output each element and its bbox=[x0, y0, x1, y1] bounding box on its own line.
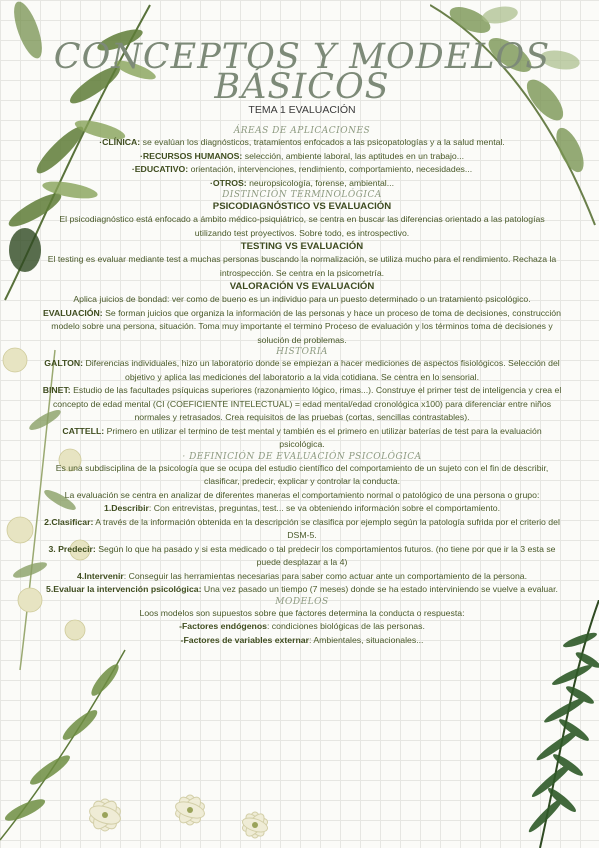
step-item bbox=[42, 543, 562, 570]
pair-title: VALORACIÓN VS EVALUACIÓN bbox=[229, 281, 375, 292]
area-text: se evalúan los diagnósticos, tratamientos enfocados a las psicopatologías y a la salud mental. bbox=[140, 137, 505, 147]
section-heading-terminologia: DISTINCIÓN TERMINOLÓGICA bbox=[222, 190, 382, 200]
area-label: ·EDUCATIVO: bbox=[131, 164, 189, 174]
title-line-2: BÁSICOS bbox=[214, 67, 390, 107]
historia-text: Primero en utilizar el termino de test mental y también es el primero en utilizar baterías de test para la evaluación psicológica. bbox=[104, 425, 542, 449]
area-text: neuropsicología, forense, ambiental... bbox=[246, 177, 394, 188]
historia-text: Diferencias individuales, hizo un laboratorio donde se empiezan a hacer mediciones de aspectos fisiológicos. Selección del objetivo y aplica las mediciones del laboratorio a la vida cotidiana. Se centra en lo sensorial. bbox=[83, 358, 560, 382]
modelos-intro: Loos modelos son supuestos sobre que factores determina la conducta o respuesta: bbox=[139, 607, 465, 618]
step-item bbox=[42, 583, 562, 597]
section-heading-modelos: MODELOS bbox=[275, 596, 329, 607]
step-item bbox=[42, 570, 562, 584]
section-heading-definicion: · DEFINICIÓN DE EVALUACIÓN PSICOLÓGICA bbox=[182, 451, 422, 462]
area-item bbox=[42, 136, 562, 150]
historia-item bbox=[42, 384, 562, 425]
area-label: ·CLÍNICA: bbox=[99, 137, 141, 147]
modelos-text: : Ambientales, situacionales... bbox=[309, 634, 424, 645]
section-heading-areas: ÁREAS DE APLICACIONES bbox=[233, 126, 371, 136]
definicion-intro: Es una subdisciplina de la psicología que se ocupa del estudio científico del comportamiento de un sujeto con el fin de describir, clasificar, predecir, explicar y controlar la conducta. bbox=[55, 462, 549, 486]
area-text: selección, ambiente laboral, las aptitudes en un trabajo... bbox=[242, 150, 464, 161]
modelos-text: : condiciones biológicas de las personas. bbox=[266, 621, 425, 631]
modelos-item bbox=[42, 634, 562, 648]
step-label: 3. Predecir: bbox=[48, 543, 96, 554]
step-item bbox=[42, 502, 562, 516]
step-text: : Conseguir las herramientas necesarias para saber como actuar ante un comportamiento de la persona. bbox=[123, 570, 528, 581]
historia-label: GALTON: bbox=[44, 358, 84, 368]
section-heading-historia: HISTORIA bbox=[276, 347, 328, 357]
step-text: Una vez pasado un tiempo (7 meses) donde se ha estado interviniendo se vuelve a evaluar. bbox=[201, 584, 558, 594]
area-item bbox=[42, 150, 562, 164]
evaluacion-label: EVALUACIÓN: bbox=[43, 307, 103, 318]
pair-text: El psicodiagnóstico está enfocado a ámbito médico-psiquiátrico, se centra en buscar las diferencias orientado a las patologías utilizando test proyectivos. Sobre todo, es introspectivo. bbox=[59, 214, 545, 238]
historia-text: Estudio de las facultades psíquicas superiores (razonamiento lógico, rimas...). Construye el primer test de inteligencia y crea el concepto de edad mental (CI (COEFICIENTE INTELECTUAL) = edad mental/edad cronológica x100) para diferenciar entre niños normales y retrasados. Crea requisitos de las pruebas (cortas, sencillas contrastables). bbox=[52, 385, 562, 422]
area-label: ·RECURSOS HUMANOS: bbox=[140, 150, 243, 161]
step-text: Según lo que ha pasado y si esta medicado o tal predecir los comportamientos futuros. (no tiene por que ir la 3 esta se puede desplazar a la 4) bbox=[95, 543, 556, 567]
modelos-item bbox=[42, 620, 562, 634]
area-text: orientación, intervenciones, rendimiento, comportamiento, necesidades... bbox=[188, 164, 473, 174]
step-label: 1.Describir bbox=[104, 503, 149, 513]
modelos-label: -Factores endógenos bbox=[179, 621, 267, 631]
area-item bbox=[42, 163, 562, 177]
subtitle: TEMA 1 EVALUACIÓN bbox=[248, 104, 356, 116]
step-item bbox=[42, 516, 562, 543]
historia-item bbox=[42, 425, 562, 452]
step-text: A través de la información obtenida en la descripción se clasifica por ejemplo según la patología sufrida por el criterio del DSM-5. bbox=[93, 516, 560, 540]
pair-text: El testing es evaluar mediante test a muchas personas buscando la normalización, se utiliza mucho para el rendimiento. Rechaza la introspección. Se centra en la psicometría. bbox=[47, 254, 557, 278]
definicion-intro: La evaluación se centra en analizar de diferentes maneras el comportamiento normal o patológico de una persona o grupo: bbox=[64, 489, 540, 500]
pair-title: TESTING VS EVALUACIÓN bbox=[240, 241, 364, 252]
step-label: 2.Clasificar: bbox=[44, 516, 94, 527]
step-label: 4.Intervenir bbox=[76, 570, 124, 581]
pair-title: PSICODIAGNÓSTICO VS EVALUACIÓN bbox=[212, 201, 392, 212]
historia-label: CATTELL: bbox=[62, 425, 105, 436]
historia-item bbox=[42, 357, 562, 384]
page-title bbox=[42, 37, 562, 107]
pair-text: Aplica juicios de bondad: ver como de bueno es un individuo para un puesto determinado o un tratamiento psicológico. bbox=[73, 294, 531, 304]
document-body bbox=[42, 37, 562, 647]
area-label: ·OTROS: bbox=[210, 177, 247, 188]
historia-label: BINET: bbox=[42, 385, 71, 395]
step-label: 5.Evaluar la intervención psicológica: bbox=[46, 584, 202, 594]
evaluacion-paragraph bbox=[42, 307, 562, 348]
step-text: : Con entrevistas, preguntas, test... se va obteniendo información sobre el comportamiento. bbox=[148, 503, 500, 513]
modelos-label: -Factores de variables externar bbox=[180, 634, 309, 645]
flowers-bottom-icon bbox=[60, 770, 290, 848]
evaluacion-text: Se forman juicios que organiza la información de las personas y hace un proceso de toma de decisiones, construcción modelo sobre una persona, situación. Toma muy importante el termino Proceso de evaluación y los términos toma de decisiones y solución de problemas. bbox=[51, 307, 561, 345]
area-item bbox=[42, 177, 562, 191]
title-line-1: CONCEPTOS Y MODELOS bbox=[53, 37, 551, 77]
